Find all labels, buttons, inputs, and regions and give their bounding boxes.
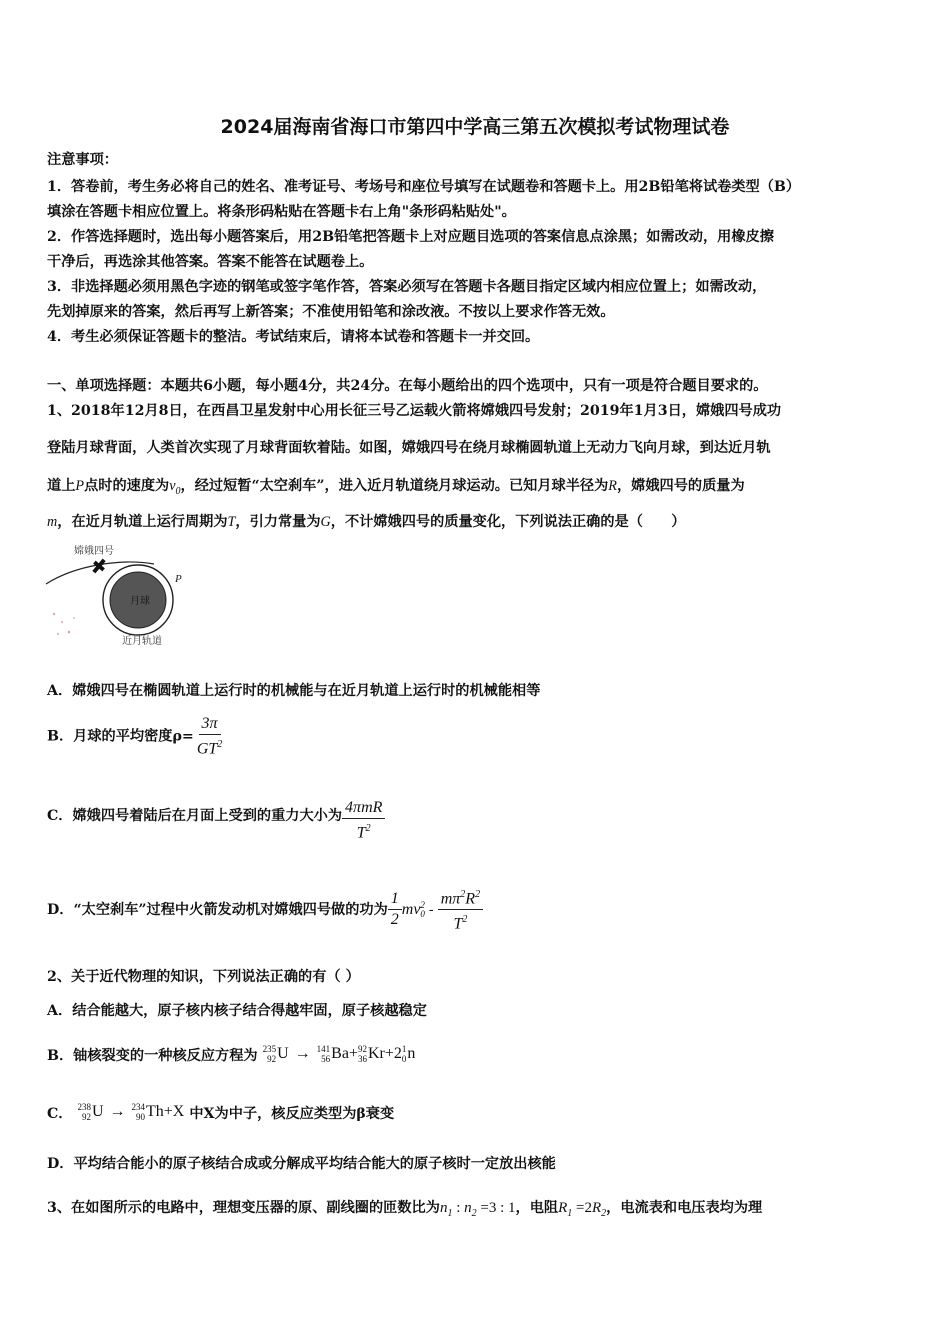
den-text: GT [196, 740, 218, 758]
q2-option-b [47, 1036, 907, 1074]
option-text: B．月球的平均密度ρ= [47, 728, 194, 745]
nuclide-scripts [402, 1044, 407, 1064]
exponent: 2 [460, 889, 466, 900]
denominator [354, 819, 374, 842]
ratio-value: =3 : 1 [476, 1200, 516, 1216]
text: 3、在如图所示的电路中，理想变压器的原、副线圈的匝数比为 [47, 1200, 440, 1216]
atomic-number: 36 [357, 1054, 367, 1064]
nuclear-equation [77, 1094, 184, 1130]
probe-label: 嫦娥四号 [74, 546, 114, 557]
text: ，经过短暂“太空刹车”，进入近月轨道绕月球运动。已知月球半径为 [180, 478, 609, 494]
nuclide-scripts [77, 1102, 91, 1122]
subscript: 0 [420, 908, 425, 919]
nuclide-scripts [263, 1044, 277, 1064]
fraction [342, 799, 385, 842]
var-P: P [75, 478, 85, 494]
notice-heading: 注意事项： [47, 152, 118, 168]
subscript: 1 [567, 1208, 573, 1219]
numerator [438, 886, 483, 910]
mass-number: 141 [316, 1044, 331, 1054]
mv-term: mv [401, 900, 421, 918]
q1-stem-line [47, 512, 907, 532]
q1-option-b [47, 715, 907, 758]
mass-number: 234 [131, 1102, 145, 1112]
notice-line: 2．作答选择题时，选出每小题答案后，用2B铅笔把答题卡上对应题目选项的答案信息点涂黑；如需改动，用橡皮擦 [47, 229, 774, 245]
denominator [450, 910, 470, 933]
symbol: Ba+ [331, 1045, 358, 1062]
subscript: 1 [447, 1208, 453, 1219]
nuclide-scripts [317, 1044, 331, 1064]
mass-number: 1 [401, 1044, 407, 1054]
symbol: U [277, 1045, 289, 1062]
var-G: G [320, 514, 331, 530]
symbol: n [407, 1045, 416, 1062]
mass-number: 235 [262, 1044, 277, 1054]
q3-stem-line [47, 1190, 907, 1232]
arrow: → [109, 1103, 126, 1120]
moon-label: 月球 [130, 596, 150, 607]
fraction-half [388, 890, 402, 929]
denominator: 2 [390, 911, 399, 929]
symbol: Kr+2 [367, 1045, 402, 1062]
option-text: 中X为中子，核反应类型为β衰变 [189, 1106, 395, 1122]
var-n: n [439, 1200, 448, 1216]
q2-stem: 2、关于近代物理的知识，下列说法正确的有（ ） [47, 969, 360, 985]
atomic-number: 92 [81, 1112, 91, 1122]
numerator: 3π [199, 715, 221, 735]
text: ，电流表和电压表均为理 [606, 1200, 763, 1216]
mass-number: 238 [77, 1102, 91, 1112]
equals: =2 [572, 1200, 592, 1216]
symbol: U [91, 1103, 104, 1120]
nuclear-equation [263, 1036, 416, 1072]
arrow: → [294, 1045, 311, 1062]
sub-0: 0 [175, 485, 181, 497]
text: 点时的速度为 [84, 478, 170, 494]
option-label: C． [47, 1106, 73, 1122]
var-n: n [464, 1200, 472, 1216]
section-heading: 一、单项选择题：本题共6小题，每小题4分，共24分。在每小题给出的四个选项中，只有一项是符合题目要求的。 [47, 378, 768, 394]
q1-stem-line: 登陆月球背面，人类首次实现了月球背面软着陆。如图，嫦娥四号在绕月球椭圆轨道上无动力飞向月球，到达近月轨 [47, 440, 771, 456]
colon: : [452, 1200, 465, 1216]
var-v: v [169, 478, 176, 494]
exponent: 2 [420, 899, 425, 910]
den-text: T [356, 824, 366, 842]
option-text: C．嫦娥四号着陆后在月面上受到的重力大小为 [47, 808, 343, 824]
q1-option-c [47, 796, 907, 842]
exponent: 2 [217, 739, 223, 750]
fraction [194, 715, 225, 758]
atomic-number: 90 [136, 1112, 145, 1122]
notice-line: 3．非选择题必须用黑色字迹的钢笔或签字笔作答，答案必须写在答题卡各题目指定区域内相应位置上；如需改动， [47, 279, 767, 295]
notice-line: 填涂在答题卡相应位置上。将条形码粘贴在答题卡右上角"条形码粘贴处"。 [47, 204, 516, 220]
orbit-label: 近月轨道 [122, 636, 162, 647]
text: ，在近月轨道上运行周期为 [57, 514, 228, 530]
option-text: B．铀核裂变的一种核反应方程为 [47, 1048, 258, 1064]
den-text: T [453, 915, 463, 933]
numerator: 1 [388, 890, 402, 910]
var-R: R [558, 1200, 568, 1216]
numerator: 4πmR [342, 799, 385, 819]
option-text: D．“太空刹车”过程中火箭发动机对嫦娥四号做的功为 [47, 901, 388, 918]
subscript: 2 [471, 1208, 477, 1219]
atomic-number: 92 [267, 1054, 277, 1064]
text: ，电阻 [515, 1200, 559, 1216]
turns-ratio [439, 1200, 516, 1219]
num-text: mπ [440, 890, 461, 908]
q1-option-d [47, 886, 907, 934]
atomic-number: 56 [321, 1054, 331, 1064]
q2-option-d: D．平均结合能小的原子核结合成或分解成平均结合能大的原子核时一定放出核能 [47, 1156, 556, 1172]
mass-number: 92 [357, 1044, 367, 1054]
denominator [194, 735, 225, 758]
atomic-number: 0 [401, 1054, 407, 1064]
dots-decoration [53, 613, 75, 635]
text: 道上 [47, 478, 76, 494]
notice-line: 4．考生必须保证答题卡的整洁。考试结束后，请将本试卷和答题卡一并交回。 [47, 329, 540, 345]
exponent: 2 [475, 889, 481, 900]
nuclide-scripts [132, 1102, 146, 1122]
q1-stem-line [47, 476, 907, 502]
point-p-label: P [175, 573, 182, 585]
q1-option-a: A．嫦娥四号在椭圆轨道上运行时的机械能与在近月轨道上运行时的机械能相等 [47, 683, 541, 699]
q1-stem-line: 1、2018年12月8日，在西昌卫星发射中心用长征三号乙运载火箭将嫦娥四号发射；2019年1月3日，嫦娥四号成功 [47, 403, 782, 419]
var-R: R [608, 478, 617, 494]
num-R: R [465, 890, 476, 908]
orbit-figure [44, 544, 194, 649]
nuclide-scripts [358, 1044, 367, 1064]
exponent: 2 [365, 823, 371, 834]
notice-line: 1．答卷前，考生务必将自己的姓名、准考证号、考场号和座位号填写在试题卷和答题卡上。用2B铅笔将试卷类型（B） [47, 179, 801, 195]
fraction [438, 886, 483, 934]
var-R: R [591, 1200, 602, 1216]
minus-sign: - [428, 901, 434, 918]
q2-option-a: A．结合能越大，原子核内核子结合得越牢固，原子核越稳定 [47, 1003, 427, 1019]
text: ，不计嫦娥四号的质量变化，下列说法正确的是（ ） [330, 514, 686, 530]
symbol: Th+X [146, 1103, 185, 1120]
var-T: T [227, 514, 236, 530]
subscript: 2 [601, 1208, 607, 1219]
page-title: 2024届海南省海口市第四中学高三第五次模拟考试物理试卷 [220, 116, 730, 138]
var-m: m [47, 514, 58, 530]
exponent: 2 [462, 914, 468, 926]
notice-line: 先划掉原来的答案，然后再写上新答案；不准使用铅笔和涂改液。不按以上要求作答无效。 [47, 304, 615, 320]
resistance-relation [558, 1200, 607, 1219]
text: ，引力常量为 [235, 514, 321, 530]
q2-option-c [47, 1094, 907, 1132]
notice-line: 干净后，再选涂其他答案。答案不能答在试题卷上。 [47, 254, 374, 270]
text: ，嫦娥四号的质量为 [616, 478, 745, 494]
